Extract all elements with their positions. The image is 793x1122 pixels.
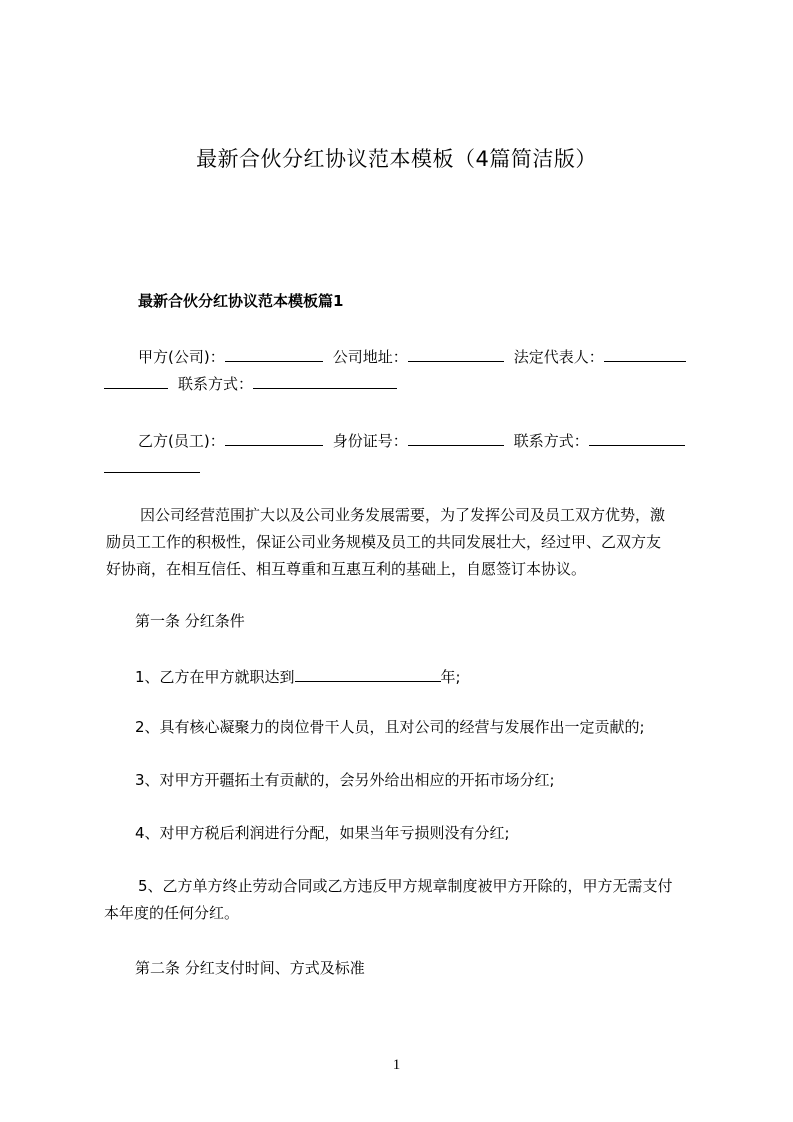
legal-rep-label: 法定代表人： — [513, 348, 604, 366]
party-b-label: 乙方(员工)： — [138, 432, 225, 450]
intro-line-3: 好协商，在相互信任、相互尊重和互惠互利的基础上，自愿签订本协议。 — [106, 560, 587, 578]
intro-line-1: 因公司经营范围扩大以及公司业务发展需要，为了发挥公司及员工双方优势，激 — [140, 506, 666, 524]
years-blank — [295, 668, 441, 682]
party-b-contact-label: 联系方式： — [513, 432, 589, 450]
party-b-line-2 — [104, 459, 200, 476]
section-title: 最新合伙分红协议范本模板篇1 — [138, 292, 344, 310]
party-a-contact-label: 联系方式： — [178, 375, 254, 393]
party-a-label: 甲方(公司)： — [138, 348, 225, 366]
article-1-item-5-line-1: 5、乙方单方终止劳动合同或乙方违反甲方规章制度被甲方开除的，甲方无需支付 — [138, 877, 673, 895]
party-b-contact-blank — [589, 432, 685, 446]
company-address-blank — [408, 348, 504, 362]
party-a-line-2 — [104, 375, 397, 392]
party-a-blank — [225, 348, 323, 362]
article-1-item-4: 4、对甲方税后利润进行分配，如果当年亏损则没有分红; — [135, 824, 510, 842]
article-2-heading: 第二条 分红支付时间、方式及标准 — [135, 959, 365, 977]
article-1-heading: 第一条 分红条件 — [135, 612, 245, 630]
legal-rep-blank-cont — [104, 375, 168, 389]
party-a-line-1 — [138, 348, 686, 365]
intro-line-2: 励员工工作的积极性，保证公司业务规模及员工的共同发展壮大，经过甲、乙双方友 — [106, 533, 662, 551]
party-a-contact-blank — [253, 375, 397, 389]
document-title: 最新合伙分红协议范本模板（4篇简洁版） — [196, 147, 597, 171]
id-number-blank — [408, 432, 504, 446]
page-number: 1 — [392, 1057, 401, 1073]
id-number-label: 身份证号： — [332, 432, 408, 450]
item-1-text: 1、乙方在甲方就职达到 — [135, 668, 295, 686]
item-1-suffix: 年; — [440, 668, 461, 686]
party-b-blank — [225, 432, 323, 446]
article-1-item-5-line-2: 本年度的任何分红。 — [104, 904, 240, 922]
article-1-item-3: 3、对甲方开疆拓土有贡献的，会另外给出相应的开拓市场分红; — [135, 771, 555, 789]
legal-rep-blank — [604, 348, 686, 362]
article-1-item-2: 2、具有核心凝聚力的岗位骨干人员，且对公司的经营与发展作出一定贡献的; — [135, 718, 645, 736]
party-b-line-1 — [138, 432, 685, 449]
party-b-contact-blank-cont — [104, 459, 200, 473]
article-1-item-1 — [135, 668, 461, 685]
company-address-label: 公司地址： — [332, 348, 408, 366]
